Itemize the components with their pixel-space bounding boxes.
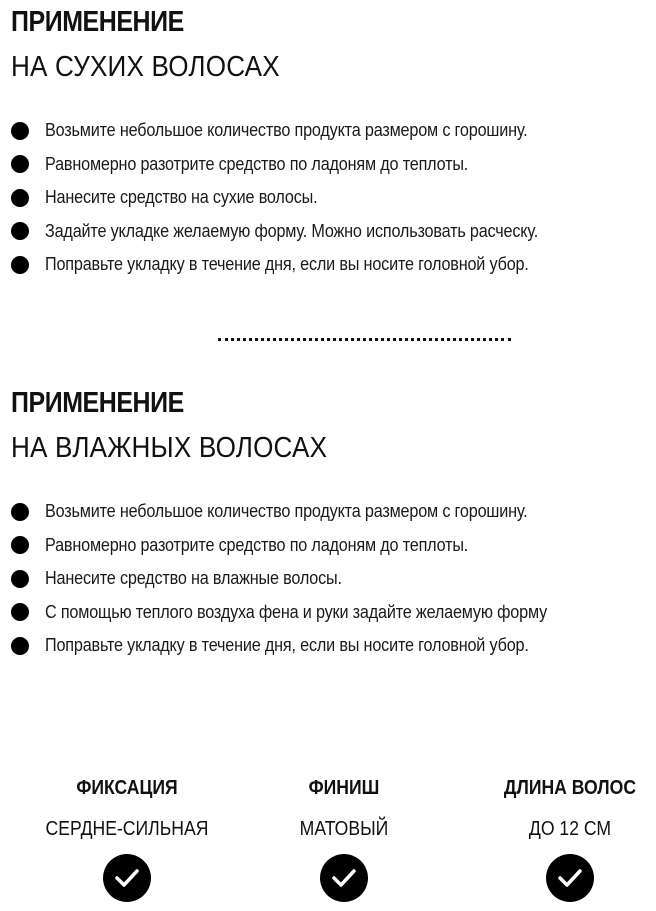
- features-row: [0, 775, 656, 905]
- list-item: [11, 114, 593, 148]
- bullet-icon: [11, 222, 29, 240]
- check-circle-icon: [103, 854, 151, 902]
- list-item: [11, 248, 593, 282]
- feature-label: ДЛИНА ВОЛОС: [503, 777, 637, 799]
- dry-section-subtitle: НА СУХИХ ВОЛОСАХ: [11, 51, 280, 83]
- bullet-icon: [11, 256, 29, 274]
- bullet-icon: [11, 122, 29, 140]
- check-circle-icon: [546, 854, 594, 902]
- bullet-icon: [11, 603, 29, 621]
- feature-hair-length: [470, 775, 656, 902]
- list-item: [11, 596, 603, 630]
- dry-hair-section: [11, 4, 656, 275]
- check-circle-icon: [320, 854, 368, 902]
- step-text: Нанесите средство на сухие волосы.: [45, 187, 318, 208]
- feature-fixation: [27, 775, 227, 902]
- list-item: [11, 562, 603, 596]
- wet-section-title: ПРИМЕНЕНИЕ: [11, 387, 184, 419]
- wet-section-subtitle: НА ВЛАЖНЫХ ВОЛОСАХ: [11, 432, 328, 464]
- bullet-icon: [11, 503, 29, 521]
- wet-steps-list: [11, 495, 603, 663]
- bullet-icon: [11, 570, 29, 588]
- step-text: Равномерно разотрите средство по ладоням до теплоты.: [45, 534, 469, 555]
- step-text: С помощью теплого воздуха фена и руки задайте желаемую форму: [45, 601, 548, 622]
- feature-value: МАТОВЫЙ: [299, 818, 389, 840]
- wet-hair-section: [11, 385, 656, 656]
- list-item: [11, 181, 593, 215]
- list-item: [11, 495, 603, 529]
- feature-label: ФИНИШ: [308, 777, 380, 799]
- step-text: Поправьте укладку в течение дня, если вы носите головной убор.: [45, 254, 529, 275]
- step-text: Задайте укладке желаемую форму. Можно использовать расческу.: [45, 220, 539, 241]
- bullet-icon: [11, 536, 29, 554]
- step-text: Возьмите небольшое количество продукта размером с горошину.: [45, 120, 528, 141]
- feature-label: ФИКСАЦИЯ: [76, 777, 178, 799]
- dry-steps-list: [11, 114, 593, 282]
- step-text: Нанесите средство на влажные волосы.: [45, 568, 342, 589]
- feature-value: СЕРДНЕ-СИЛЬНАЯ: [45, 818, 209, 840]
- step-text: Равномерно разотрите средство по ладоням до теплоты.: [45, 153, 469, 174]
- feature-value: ДО 12 СМ: [528, 818, 612, 840]
- step-text: Возьмите небольшое количество продукта размером с горошину.: [45, 501, 528, 522]
- dotted-divider: [218, 338, 511, 341]
- bullet-icon: [11, 155, 29, 173]
- dry-section-title: ПРИМЕНЕНИЕ: [11, 6, 184, 38]
- bullet-icon: [11, 189, 29, 207]
- feature-finish: [244, 775, 444, 902]
- list-item: [11, 529, 603, 563]
- list-item: [11, 215, 593, 249]
- bullet-icon: [11, 637, 29, 655]
- list-item: [11, 629, 603, 663]
- list-item: [11, 148, 593, 182]
- step-text: Поправьте укладку в течение дня, если вы носите головной убор.: [45, 635, 529, 656]
